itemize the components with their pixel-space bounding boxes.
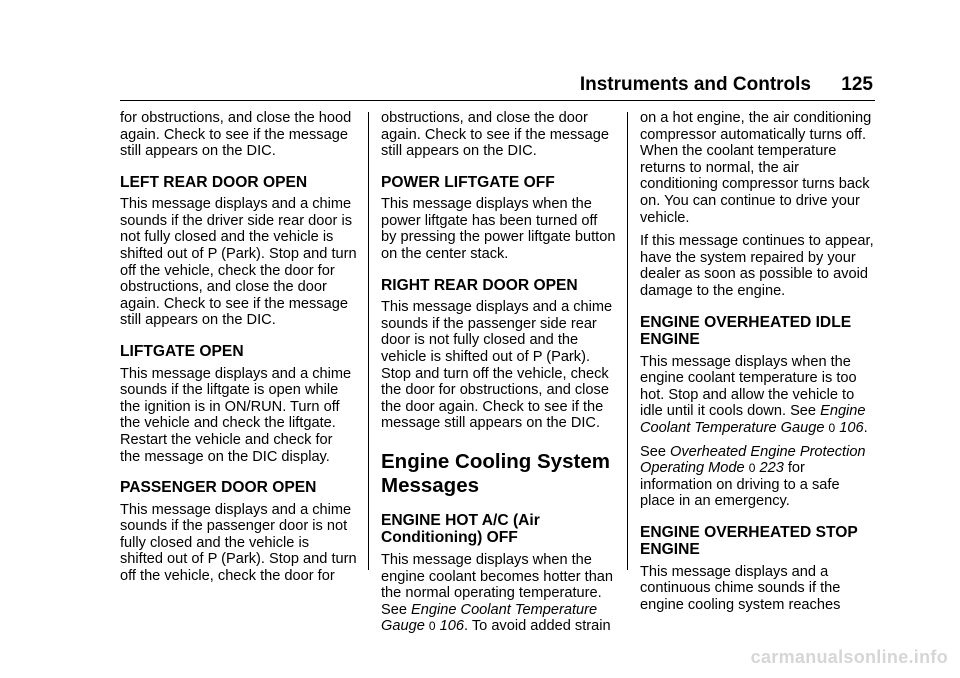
- paragraph-see-overheated-protection: See Overheated Engine Protection Operating Mode 0 223 for information on driving to a safe place in an emergency.: [640, 443, 866, 510]
- page-header: [120, 70, 875, 101]
- paragraph-engine-hot-ac-off: This message displays when the engine coolant becomes hotter than the normal operating temperature. See Engine Coolant Temperature Gauge 0 106. To avoid added strain: [381, 551, 614, 635]
- heading-left-rear-door-open: LEFT REAR DOOR OPEN: [120, 173, 308, 191]
- paragraph-door-continued: obstructions, and close the door again. Check to see if the message still appears on the DIC.: [381, 110, 609, 160]
- cross-reference-link: Engine Coolant Temperature: [411, 601, 598, 618]
- cross-reference-link: Gauge: [381, 618, 425, 635]
- cross-reference-link: Engine: [820, 403, 866, 420]
- paragraph-hood-continued: for obstructions, and close the hood again. Check to see if the message still appears on the DIC.: [120, 110, 352, 160]
- heading-engine-hot-ac-off: ENGINE HOT A/C (Air Conditioning) OFF: [381, 511, 540, 547]
- heading-power-liftgate-off: POWER LIFTGATE OFF: [381, 173, 555, 191]
- column-divider-2: [627, 112, 628, 570]
- paragraph-engine-overheated-idle: This message displays when the engine coolant temperature is too hot. Stop and allow the vehicle to idle until it cools down. See Engine Coolant Temperature Gauge 0 106.: [640, 353, 868, 436]
- paragraph-right-rear-door-open: This message displays and a chime sounds if the passenger side rear door is not fully closed and the vehicle is shifted out of P (Park). Stop and turn off the vehicle, check the door for obstructions, and close the door again. Check to see if the message still appears on the DIC.: [381, 299, 613, 432]
- section-title: Instruments and Controls: [579, 74, 811, 95]
- column-1: [120, 110, 365, 592]
- watermark: carmanualsonline.info: [750, 647, 948, 667]
- heading-engine-overheated-stop-engine: ENGINE OVERHEATED STOP ENGINE: [640, 523, 858, 559]
- page-number: 125: [841, 74, 873, 95]
- cross-reference-link: Overheated Engine Protection: [670, 443, 866, 460]
- page-reference-icon: 0: [748, 461, 756, 476]
- page-reference-icon: 0: [428, 619, 436, 634]
- heading-right-rear-door-open: RIGHT REAR DOOR OPEN: [381, 276, 578, 294]
- heading-liftgate-open: LIFTGATE OPEN: [120, 343, 244, 361]
- paragraph-repair-advice: If this message continues to appear, have the system repaired by your dealer as soon as possible to avoid damage to the engine.: [640, 233, 874, 299]
- heading-engine-cooling-system-messages: Engine Cooling System Messages: [381, 449, 610, 497]
- heading-passenger-door-open: PASSENGER DOOR OPEN: [120, 479, 317, 497]
- column-2: [381, 110, 621, 642]
- page-reference-icon: 0: [828, 420, 836, 435]
- column-divider-1: [368, 112, 369, 570]
- page-reference: 223: [759, 460, 784, 477]
- page-reference: 106: [839, 419, 864, 436]
- cross-reference-link: Coolant Temperature Gauge: [640, 419, 825, 436]
- paragraph-liftgate-open: This message displays and a chime sounds if the liftgate is open while the ignition is in ON/RUN. Turn off the vehicle and check the liftgate. Restart the vehicle and check for the message on the DIC display.: [120, 365, 352, 465]
- cross-reference-link: Operating Mode: [640, 460, 745, 477]
- paragraph-engine-overheated-stop: This message displays and a continuous chime sounds if the engine cooling system reaches: [640, 563, 841, 614]
- heading-engine-overheated-idle-engine: ENGINE OVERHEATED IDLE ENGINE: [640, 313, 852, 349]
- paragraph-ac-compressor: on a hot engine, the air conditioning compressor automatically turns off. When the coolant temperature returns to normal, the air conditioning compressor turns back on. You can continue to drive your vehicle.: [640, 110, 872, 226]
- paragraph-power-liftgate-off: This message displays when the power liftgate has been turned off by pressing the power liftgate button on the center stack.: [381, 196, 616, 263]
- page-reference: 106: [439, 618, 464, 635]
- column-3: [640, 110, 880, 621]
- paragraph-passenger-door-open: This message displays and a chime sounds if the passenger door is not fully closed and the vehicle is shifted out of P (Park). Stop and turn off the vehicle, check the door for: [120, 501, 357, 584]
- paragraph-left-rear-door-open: This message displays and a chime sounds if the driver side rear door is not fully closed and the vehicle is shifted out of P (Park). Stop and turn off the vehicle, check the door for obstructions, and close the door again. Check to see if the message still appears on the DIC.: [120, 196, 357, 329]
